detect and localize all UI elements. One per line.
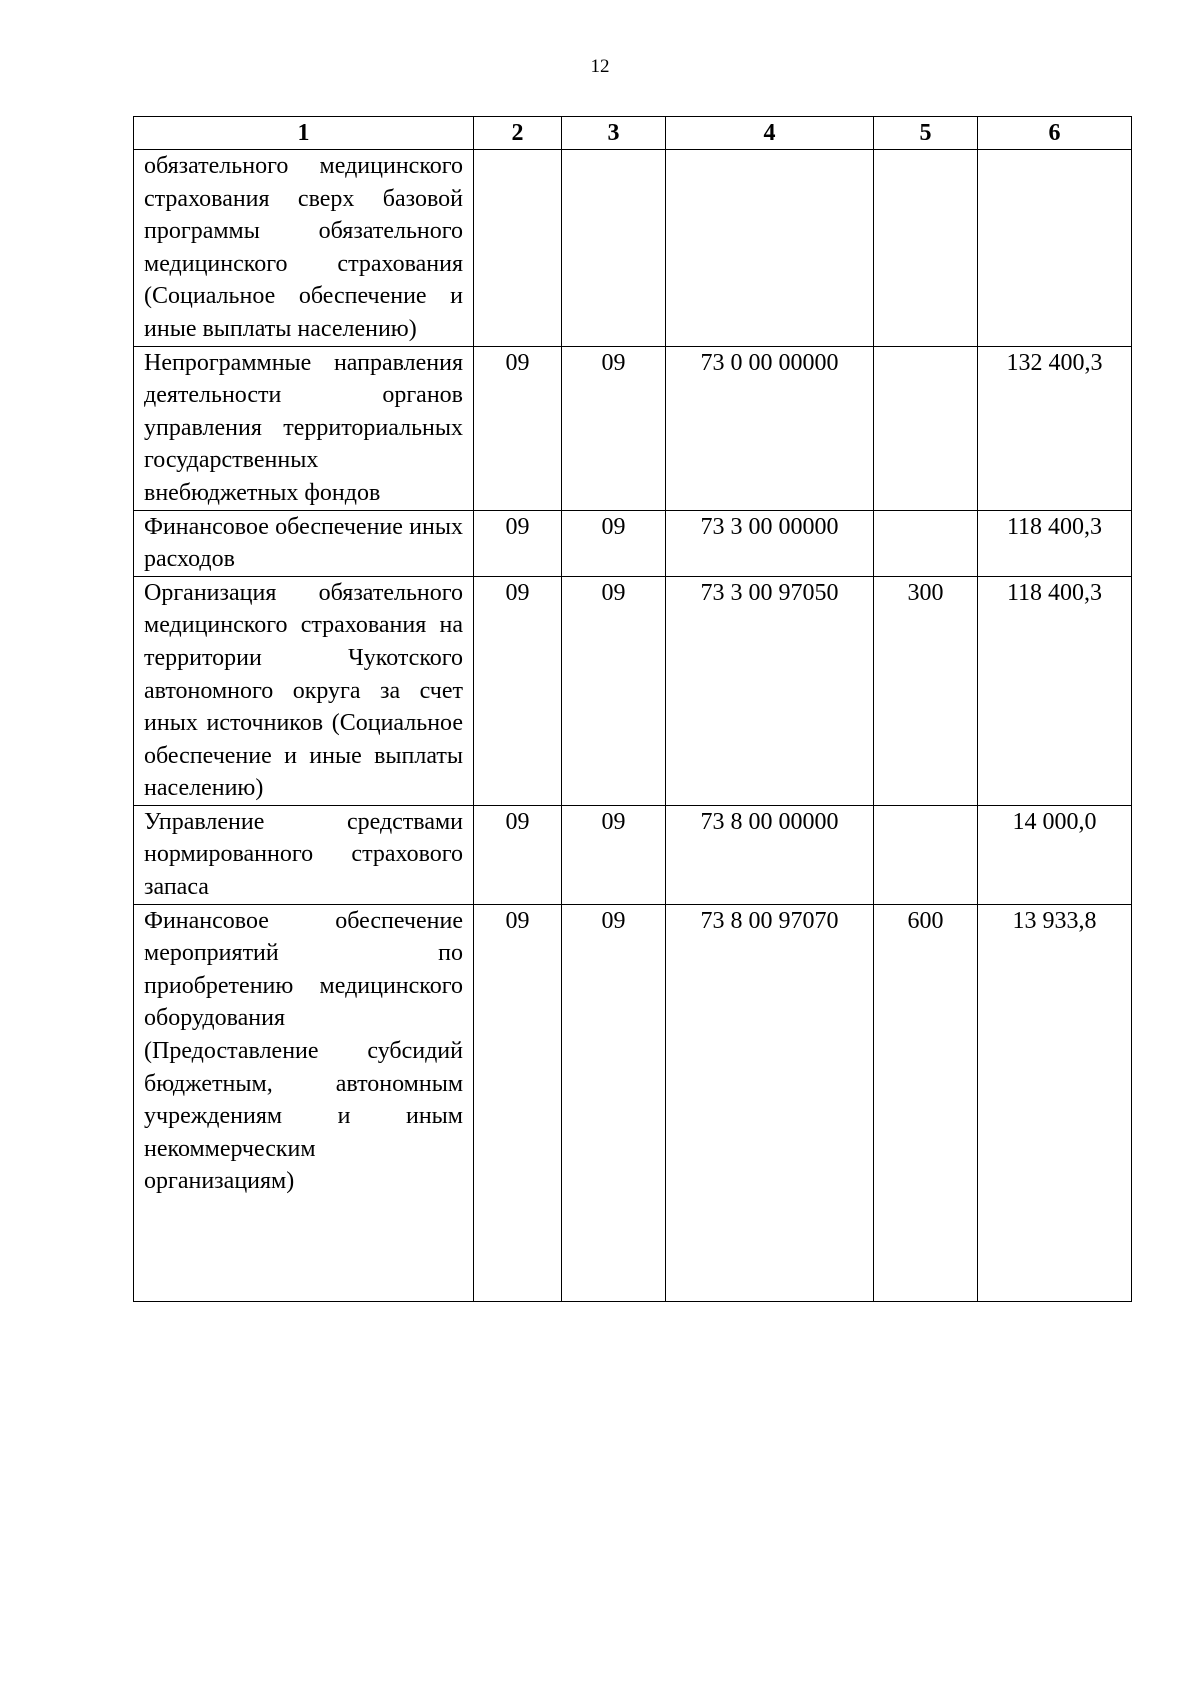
row-subsection: 09 — [562, 805, 666, 904]
table-row — [134, 150, 1132, 347]
column-header-2: 2 — [474, 117, 562, 150]
row-target-code — [666, 150, 874, 347]
row-name: Финансовое обеспечение иных расходов — [134, 510, 474, 576]
row-expense-type: 600 — [874, 904, 978, 1301]
row-expense-type — [874, 510, 978, 576]
column-header-4: 4 — [666, 117, 874, 150]
row-amount — [978, 150, 1132, 347]
row-amount: 132 400,3 — [978, 346, 1132, 510]
page-number: 12 — [590, 56, 610, 77]
row-expense-type — [874, 150, 978, 347]
row-name: Непрограммные направления деятельности органов управления территориальных государственных внебюджетных фондов — [134, 346, 474, 510]
row-name: Организация обязательного медицинского страхования на территории Чукотского автономного округа за счет иных источников (Социальное обеспечение и иные выплаты населению) — [134, 576, 474, 805]
column-header-1: 1 — [134, 117, 474, 150]
budget-table — [133, 116, 1132, 1302]
row-amount: 13 933,8 — [978, 904, 1132, 1301]
row-expense-type — [874, 346, 978, 510]
row-subsection — [562, 150, 666, 347]
row-section — [474, 150, 562, 347]
row-subsection: 09 — [562, 346, 666, 510]
column-header-5: 5 — [874, 117, 978, 150]
row-amount: 14 000,0 — [978, 805, 1132, 904]
row-name: Управление средствами нормированного страхового запаса — [134, 805, 474, 904]
row-amount: 118 400,3 — [978, 510, 1132, 576]
row-expense-type: 300 — [874, 576, 978, 805]
row-name: обязательного медицинского страхования сверх базовой программы обязательного медицинского страхования (Социальное обеспечение и иные выплаты населению) — [134, 150, 474, 347]
row-target-code: 73 3 00 00000 — [666, 510, 874, 576]
row-section: 09 — [474, 576, 562, 805]
table-row — [134, 904, 1132, 1301]
row-target-code: 73 8 00 97070 — [666, 904, 874, 1301]
table-row — [134, 576, 1132, 805]
row-subsection: 09 — [562, 576, 666, 805]
row-subsection: 09 — [562, 904, 666, 1301]
row-section: 09 — [474, 904, 562, 1301]
row-section: 09 — [474, 346, 562, 510]
row-name: Финансовое обеспечение мероприятий по приобретению медицинского оборудования (Предоставление субсидий бюджетным, автономным учреждениям и иным некоммерческим организациям) — [134, 904, 474, 1301]
row-target-code: 73 8 00 00000 — [666, 805, 874, 904]
column-header-6: 6 — [978, 117, 1132, 150]
row-subsection: 09 — [562, 510, 666, 576]
table-row — [134, 805, 1132, 904]
row-target-code: 73 0 00 00000 — [666, 346, 874, 510]
table-row — [134, 510, 1132, 576]
table-row — [134, 346, 1132, 510]
row-section: 09 — [474, 805, 562, 904]
column-header-3: 3 — [562, 117, 666, 150]
row-amount: 118 400,3 — [978, 576, 1132, 805]
row-expense-type — [874, 805, 978, 904]
row-section: 09 — [474, 510, 562, 576]
table-header-row — [134, 117, 1132, 150]
row-target-code: 73 3 00 97050 — [666, 576, 874, 805]
